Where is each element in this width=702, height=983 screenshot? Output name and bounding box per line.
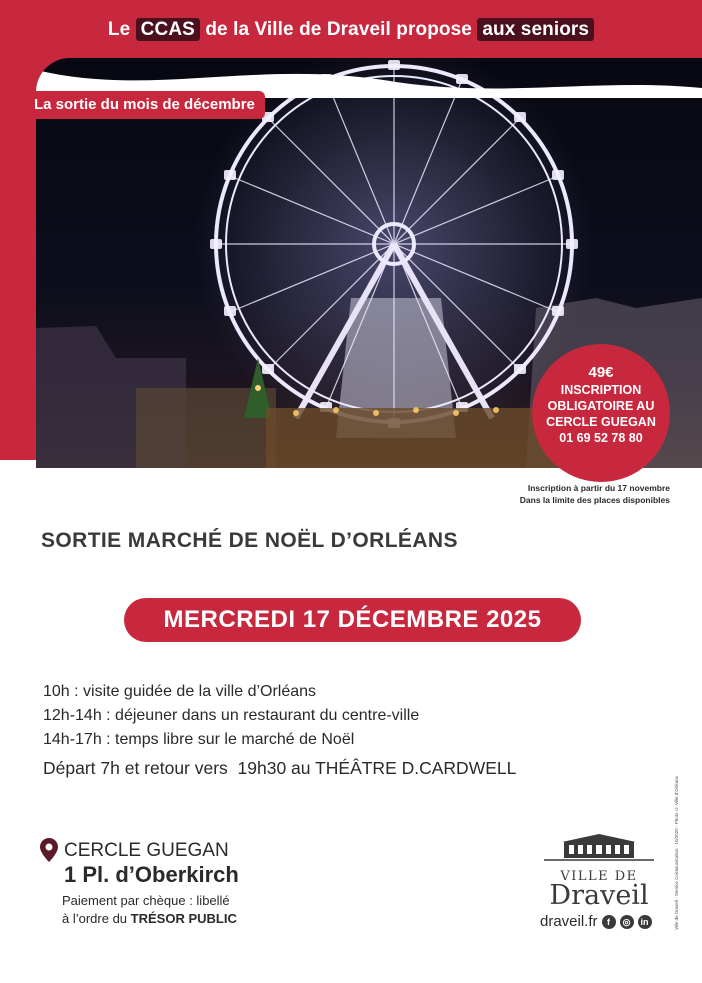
payment-prefix: à l’ordre du bbox=[62, 911, 128, 926]
venue-address: 1 Pl. d’Oberkirch bbox=[64, 862, 239, 887]
note-line-2: Dans la limite des places disponibles bbox=[519, 495, 670, 505]
inscription-line-1: INSCRIPTION bbox=[560, 383, 642, 397]
map-pin-icon bbox=[40, 838, 58, 867]
venue-name: CERCLE GUEGAN bbox=[64, 840, 229, 861]
payment-line-1: Paiement par chèque : libellé bbox=[62, 893, 230, 908]
registration-note bbox=[520, 482, 670, 506]
instagram-icon[interactable]: ◎ bbox=[620, 915, 634, 929]
schedule-list bbox=[43, 680, 419, 752]
departure-info: Départ 7h et retour vers 19h30 au THÉÂTRE D.CARDWELL bbox=[43, 758, 517, 778]
payment-line-2 bbox=[62, 910, 237, 928]
phone-number: 01 69 52 78 80 bbox=[559, 431, 643, 445]
schedule-item: 12h-14h : déjeuner dans un restaurant du centre-ville bbox=[43, 707, 420, 724]
linkedin-icon[interactable]: in bbox=[638, 915, 652, 929]
logo-ville-de: VILLE DE bbox=[560, 869, 638, 884]
chateau-icon bbox=[540, 832, 658, 862]
headline-prefix: Le bbox=[107, 19, 131, 40]
logo-draveil: Draveil bbox=[549, 880, 649, 911]
headline-ccas: CCAS bbox=[136, 18, 200, 41]
inscription-line-2: OBLIGATOIRE AU bbox=[547, 399, 655, 413]
headline bbox=[0, 19, 702, 41]
photo-credit: Ville de Draveil - Service Communication - 10/2025 - Photo © Ville d’Orléans bbox=[674, 776, 679, 930]
schedule-item: 10h : visite guidée de la ville d’Orléans bbox=[43, 683, 317, 700]
price-badge bbox=[532, 344, 670, 482]
inscription-line-3: CERCLE GUEGAN bbox=[546, 415, 656, 429]
headline-seniors: aux seniors bbox=[477, 18, 594, 41]
headline-middle: de la Ville de Draveil propose bbox=[205, 19, 472, 40]
draveil-logo bbox=[540, 832, 658, 911]
price: 49€ bbox=[588, 364, 614, 381]
website-row bbox=[540, 913, 652, 930]
schedule-item: 14h-17h : temps libre sur le marché de Noël bbox=[43, 731, 355, 748]
month-badge: La sortie du mois de décembre bbox=[24, 91, 265, 119]
payment-info bbox=[62, 892, 237, 928]
event-date: MERCREDI 17 DÉCEMBRE 2025 bbox=[124, 598, 581, 642]
website-link[interactable]: draveil.fr bbox=[540, 913, 598, 930]
payment-payee: TRÉSOR PUBLIC bbox=[130, 911, 237, 926]
note-line-1: Inscription à partir du 17 novembre bbox=[527, 483, 670, 493]
event-title: SORTIE MARCHÉ DE NOËL D’ORLÉANS bbox=[41, 529, 458, 552]
facebook-icon[interactable]: f bbox=[602, 915, 616, 929]
